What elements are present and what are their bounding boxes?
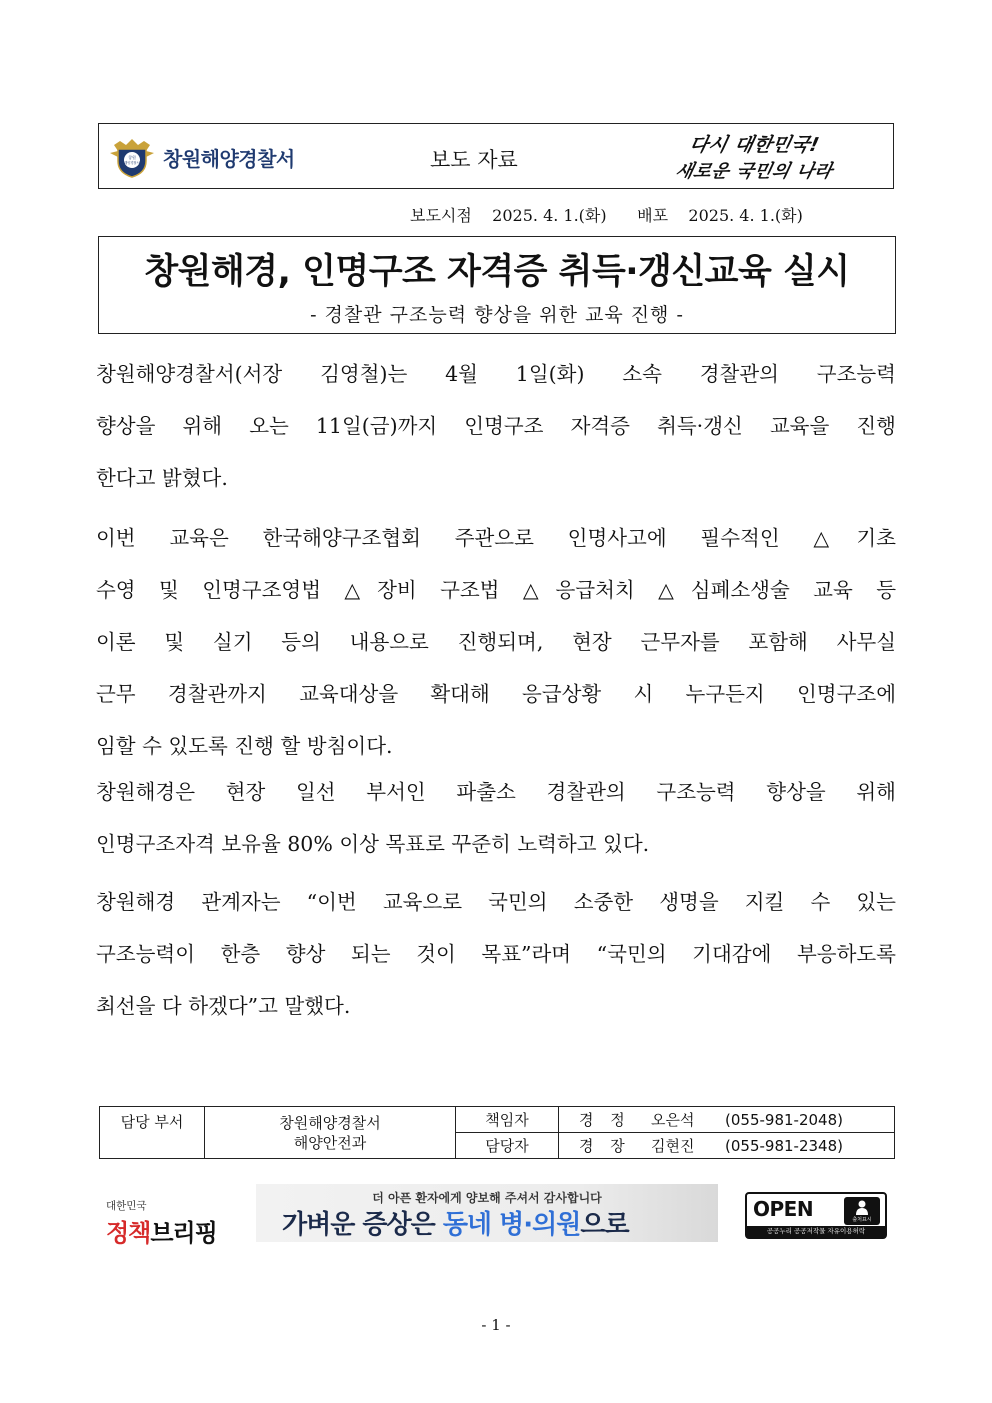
kogl-open-logo [745, 1192, 887, 1239]
paragraph-line: 창원해경 관계자는 “이번 교육으로 국민의 소중한 생명을 지킬 수 있는 [96, 890, 896, 914]
person-rank: 경 장 [579, 1137, 631, 1155]
paragraph-line: 구조능력이 한층 향상 되는 것이 목표”라며 “국민의 기대감에 부응하도록 [96, 942, 896, 966]
release-time-value: 2025. 4. 1.(화) [492, 206, 607, 225]
banner-main-b: 동네 병·의원 [442, 1210, 581, 1240]
person-icon [854, 1199, 870, 1215]
banner-top-text: 더 아픈 환자에게 양보해 주셔서 감사합니다 [372, 1191, 602, 1205]
paragraph-line: 근무 경찰관까지 교육대상을 확대해 응급상황 시 누구든지 인명구조에 [96, 682, 896, 706]
role-cell: 책임자 [456, 1107, 559, 1133]
clinic-banner [256, 1184, 718, 1242]
org-name: 창원해양경찰서 [163, 147, 295, 171]
attribution-person-icon [844, 1197, 880, 1225]
emblem-text-1: 창원 [128, 155, 136, 160]
paragraph-line: 창원해경은 현장 일선 부서인 파출소 경찰관의 구조능력 향상을 위해 [96, 780, 896, 804]
open-logo-bottom-text: 공공누리 공공저작물 자유이용허락 [747, 1226, 885, 1237]
paragraph-line: 한다고 밝혔다. [96, 466, 228, 490]
briefing-logo-main [106, 1213, 217, 1248]
person-rank: 경 정 [579, 1111, 631, 1129]
person-name: 오은석 [651, 1111, 695, 1129]
person-phone: (055-981-2348) [725, 1137, 843, 1155]
paragraph-4 [96, 876, 896, 1032]
person-phone: (055-981-2048) [725, 1111, 843, 1129]
briefing-logo-main-b: 브리핑 [150, 1219, 217, 1247]
release-time-label: 보도시점 [410, 206, 472, 225]
table-row [100, 1107, 895, 1133]
page-number: - 1 - [481, 1316, 511, 1334]
briefing-logo-small: 대한민국 [106, 1200, 147, 1212]
paragraph-line: 향상을 위해 오는 11일(금)까지 인명구조 자격증 취득·갱신 교육을 진행 [96, 414, 896, 438]
paragraph-line: 창원해양경찰서(서장 김영철)는 4월 1일(화) 소속 경찰관의 구조능력 [96, 362, 896, 386]
dept-name-line-1: 창원해양경찰서 [279, 1113, 381, 1132]
paragraph-line: 수영 및 인명구조영법 △장비 구조법 △응급처치 △심폐소생술 교육 등 [96, 578, 896, 602]
page-subtitle: - 경찰관 구조능력 향상을 위한 교육 진행 - [310, 304, 684, 326]
paragraph-line: 인명구조자격 보유율 80% 이상 목표로 꾸준히 노력하고 있다. [96, 832, 650, 856]
distribution-value: 2025. 4. 1.(화) [688, 206, 803, 225]
paragraph-3 [96, 766, 896, 870]
attribution-label: 출처표시 [852, 1217, 872, 1223]
distribution-label: 배포 [637, 206, 669, 225]
banner-main-c: 으로 [580, 1210, 629, 1240]
paragraph-1 [96, 348, 896, 504]
paragraph-line: 이론 및 실기 등의 내용으로 진행되며, 현장 근무자를 포함해 사무실 [96, 630, 896, 654]
dept-label: 담당 부서 [100, 1107, 205, 1159]
doc-type-heading: 보도 자료 [430, 148, 518, 172]
role-cell: 담당자 [456, 1133, 559, 1159]
paragraph-line: 최선을 다 하겠다”고 말했다. [96, 994, 351, 1018]
open-logo-text: OPEN [753, 1197, 814, 1221]
paragraph-2 [96, 512, 896, 772]
policy-briefing-logo [106, 1198, 217, 1248]
banner-main-a: 가벼운 증상은 [282, 1210, 443, 1240]
person-name: 김현진 [651, 1137, 695, 1155]
coast-guard-emblem-icon [110, 135, 154, 179]
person-cell [559, 1133, 895, 1159]
slogan-line-1: 다시 대한민국! [687, 134, 822, 156]
paragraph-line: 임할 수 있도록 진행 할 방침이다. [96, 734, 393, 758]
dept-name-line-2: 해양안전과 [293, 1133, 367, 1152]
release-info [410, 203, 803, 226]
paragraph-line: 이번 교육은 한국해양구조협회 주관으로 인명사고에 필수적인 △기초 [96, 526, 896, 550]
page-title: 창원해경, 인명구조 자격증 취득·갱신교육 실시 [144, 252, 850, 292]
briefing-logo-main-a: 정책 [106, 1219, 151, 1247]
emblem-text-2: 해양경찰서 [124, 161, 140, 165]
slogan-line-2: 새로운 국민의 나라 [673, 161, 835, 182]
person-cell [559, 1107, 895, 1133]
banner-main-text [282, 1204, 629, 1241]
dept-name [205, 1107, 456, 1159]
contact-table [99, 1106, 895, 1159]
slogan [673, 130, 866, 182]
